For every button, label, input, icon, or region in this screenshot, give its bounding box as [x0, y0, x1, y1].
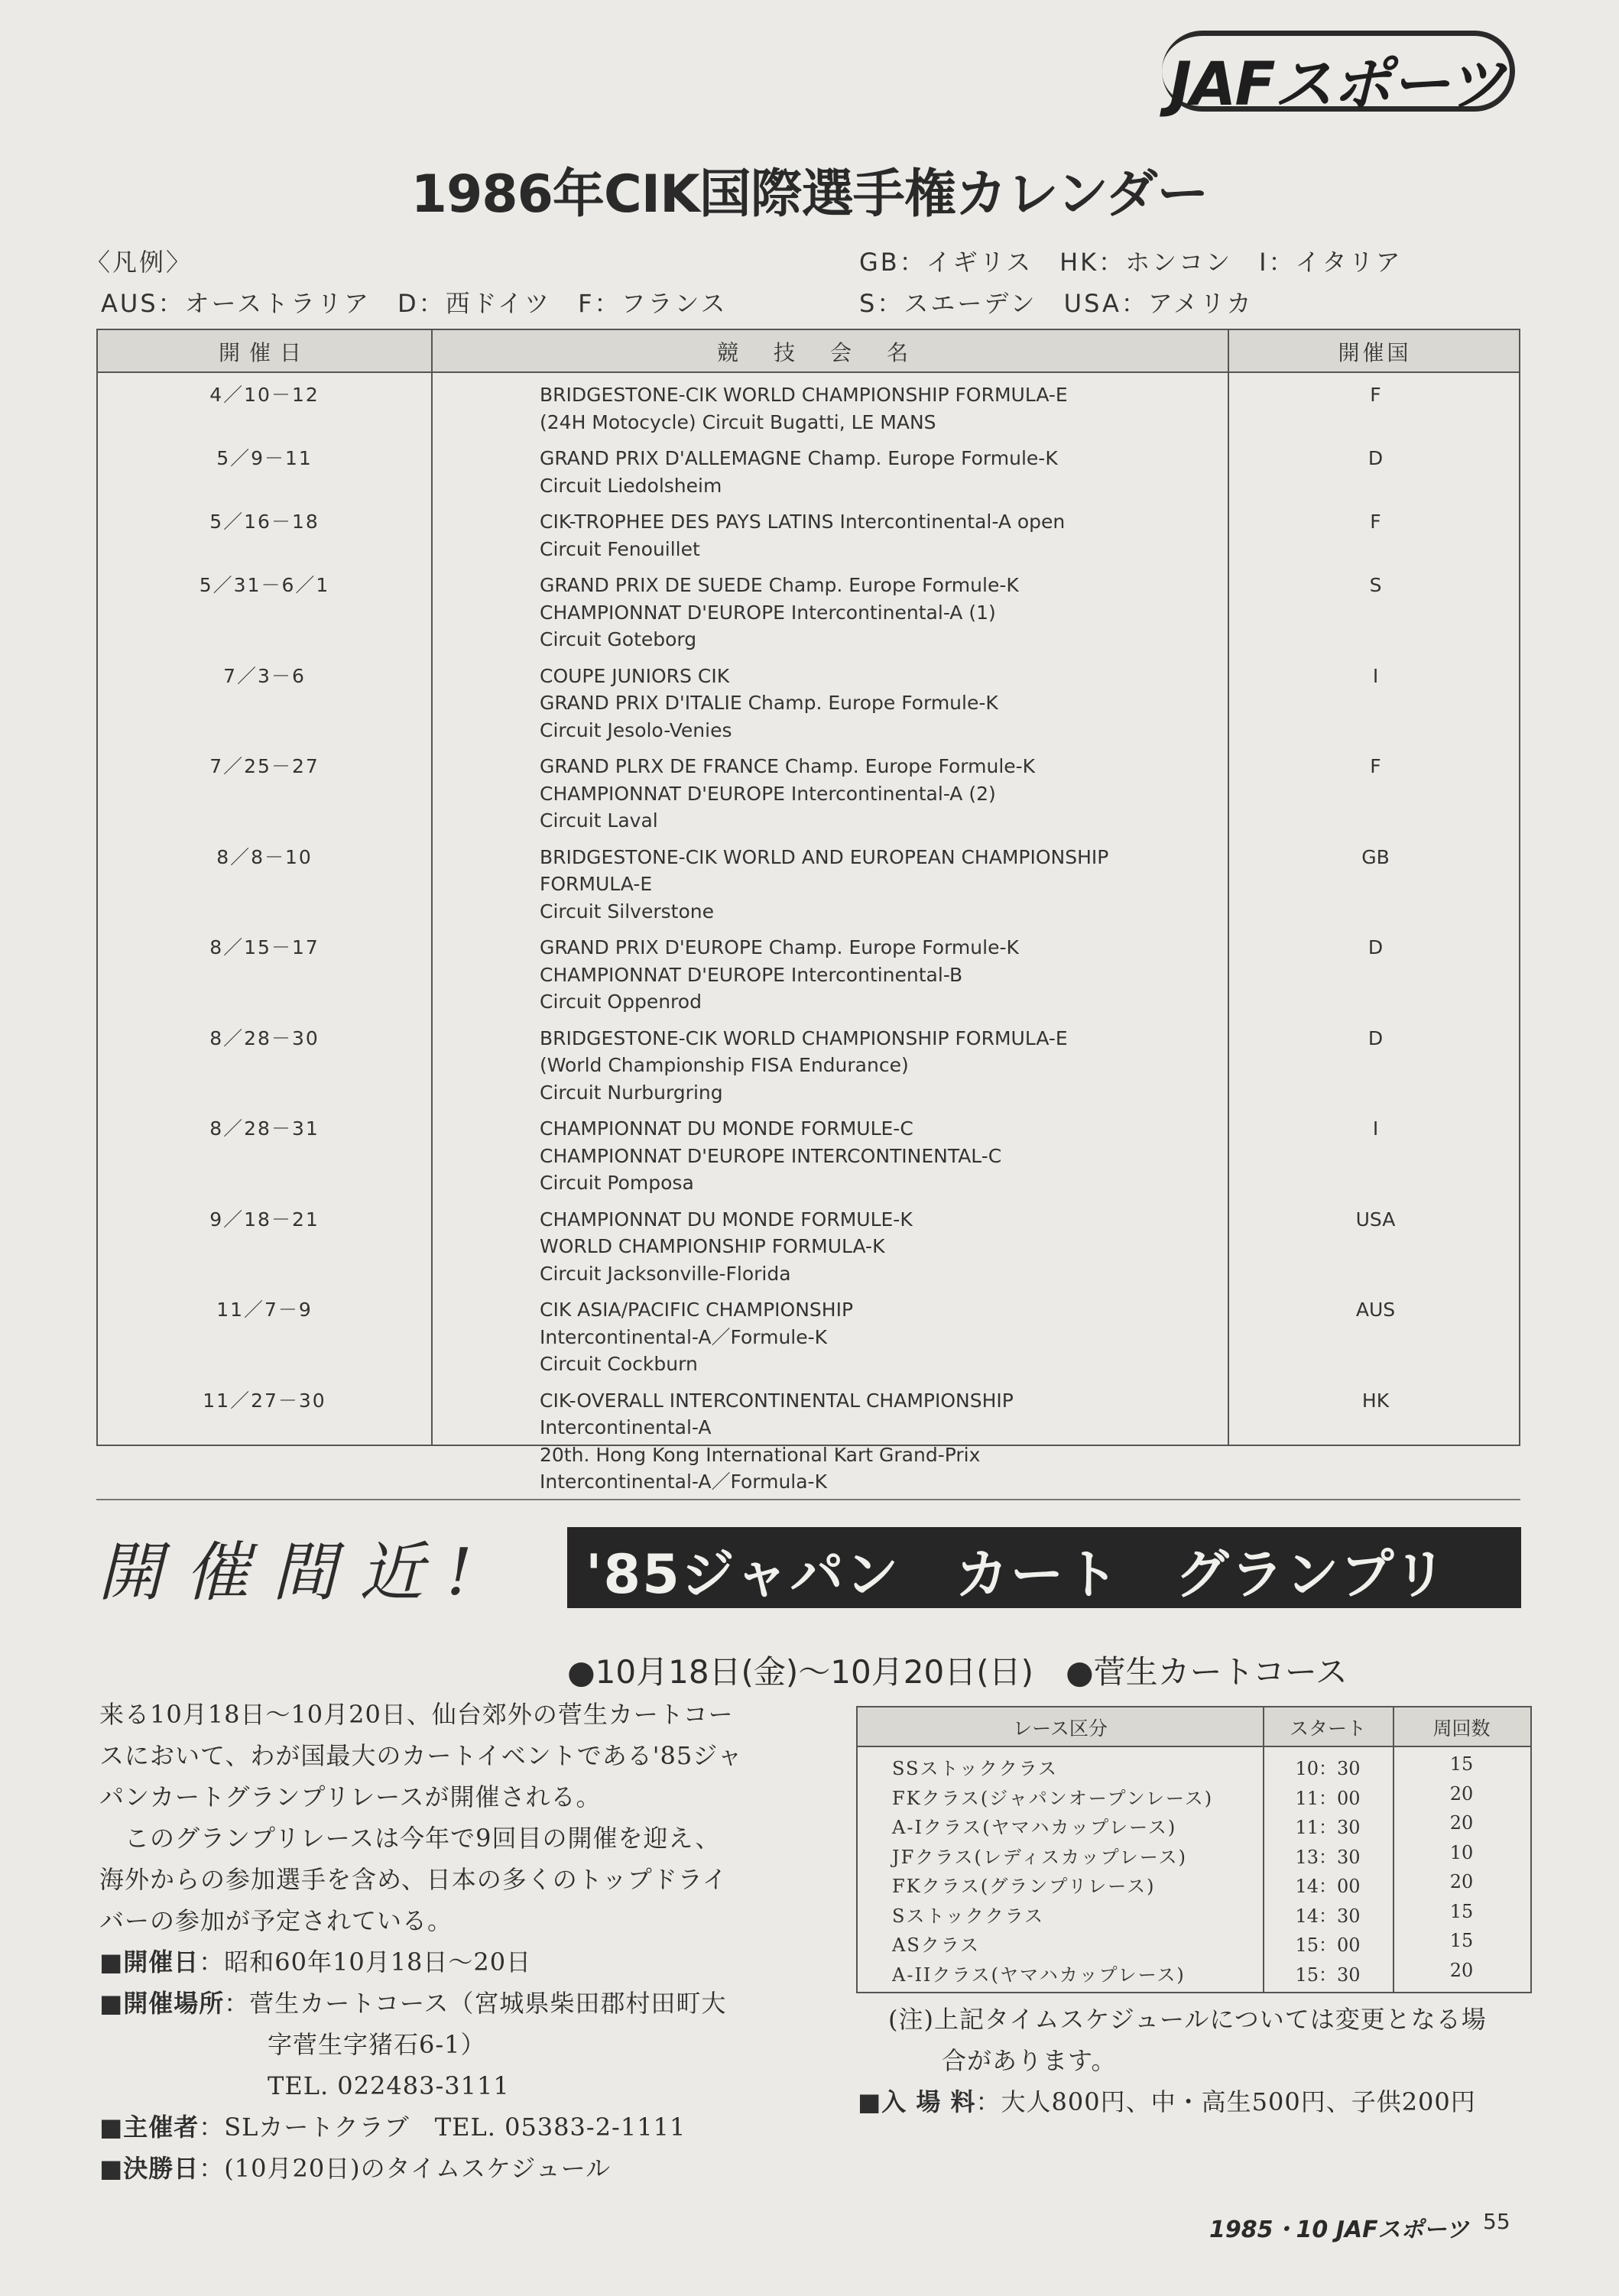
- calendar-date-cell: 11／27－30: [203, 1389, 326, 1412]
- detail-venue: ■開催場所：菅生カートコース（宮城県柴田郡村田町大: [99, 1989, 727, 2018]
- calendar-country-cell: D: [1368, 1026, 1384, 1049]
- schedule-row: [858, 1783, 1530, 1813]
- article-line: バーの参加が予定されている。: [99, 1906, 453, 1935]
- calendar-country-cell: GB: [1361, 845, 1390, 868]
- calendar-table: [96, 329, 1520, 1493]
- calendar-event-cell: GRAND PRIX DE SUEDE Champ. Europe Formule-K CHAMPIONNAT D'EUROPE Intercontinental-A (1) Circuit Goteborg: [540, 574, 1019, 650]
- calendar-header-date: 開催日: [218, 340, 310, 365]
- detail-final-day: ■決勝日：(10月20日)のタイムスケジュール: [99, 2154, 612, 2183]
- calendar-event-cell: BRIDGESTONE-CIK WORLD AND EUROPEAN CHAMPIONSHIP FORMULA-E Circuit Silverstone: [540, 845, 1109, 923]
- schedule-class-cell: SSストッククラス: [892, 1758, 1059, 1779]
- calendar-event-cell: COUPE JUNIORS CIK GRAND PRIX D'ITALIE Champ. Europe Formule-K Circuit Jesolo-Venies: [540, 664, 998, 741]
- calendar-country-cell: D: [1368, 447, 1384, 469]
- detail-date: ■開催日：昭和60年10月18日～20日: [99, 1947, 532, 1977]
- calendar-event-cell: CIK-OVERALL INTERCONTINENTAL CHAMPIONSHIP Intercontinental-A 20th. Hong Kong International Kart Grand-Prix Intercontinental-A／Formula-K: [540, 1389, 1014, 1493]
- schedule-start-cell: 11：00: [1295, 1787, 1361, 1809]
- calendar-event-cell: GRAND PRIX D'EUROPE Champ. Europe Formule-K CHAMPIONNAT D'EUROPE Intercontinental-B Circuit Oppenrod: [540, 936, 1019, 1013]
- legend-heading: 〈凡例〉: [86, 248, 193, 277]
- calendar-country-cell: I: [1372, 1117, 1379, 1140]
- schedule-header-rule: [858, 1746, 1530, 1747]
- schedule-table: [856, 1706, 1532, 1993]
- schedule-laps-cell: 15: [1449, 1930, 1474, 1951]
- schedule-header-start: スタート: [1289, 1717, 1366, 1740]
- footer-issue: 1985・10 JAFスポーツ: [1209, 2217, 1469, 2243]
- calendar-date-cell: 7／25－27: [209, 755, 320, 777]
- calendar-country-cell: F: [1370, 384, 1381, 406]
- page-title: 1986年CIK国際選手権カレンダー: [410, 164, 1209, 225]
- schedule-laps-cell: 20: [1449, 1812, 1474, 1834]
- calendar-date-cell: 7／3－6: [223, 664, 306, 687]
- calendar-event-cell: CHAMPIONNAT DU MONDE FORMULE-K WORLD CHAMPIONSHIP FORMULA-K Circuit Jacksonville-Florida: [540, 1208, 913, 1285]
- calendar-event-cell: CHAMPIONNAT DU MONDE FORMULE-C CHAMPIONNAT D'EUROPE INTERCONTINENTAL-C Circuit Pomposa: [540, 1117, 1002, 1194]
- calendar-country-cell: AUS: [1355, 1299, 1396, 1321]
- calendar-date-cell: 8／8－10: [216, 845, 313, 868]
- calendar-date-cell: 8／28－31: [209, 1117, 320, 1140]
- calendar-date-cell: 9／18－21: [209, 1208, 320, 1231]
- calendar-country-cell: I: [1372, 664, 1379, 687]
- schedule-row: [858, 1753, 1530, 1783]
- schedule-row: [858, 1960, 1530, 1990]
- schedule-class-cell: A-Iクラス(ヤマハカップレース): [892, 1817, 1177, 1838]
- detail-organizer: ■主催者：SLカートクラブ TEL. 05383-2-1111: [99, 2113, 686, 2142]
- calendar-header-country: 開催国: [1338, 340, 1412, 365]
- legend-row2-right: S：スエーデン USA：アメリカ: [859, 289, 1254, 318]
- schedule-laps-cell: 20: [1449, 1959, 1474, 1981]
- calendar-header-rule: [98, 371, 1519, 373]
- schedule-class-cell: Sストッククラス: [892, 1905, 1045, 1927]
- legend-row1-right: GB：イギリス HK：ホンコン I：イタリア: [859, 248, 1403, 277]
- logo-text: JAFスポーツ: [1170, 50, 1504, 119]
- article-line: このグランプリレースは今年で9回目の開催を迎え、: [99, 1824, 721, 1853]
- calendar-date-cell: 8／15－17: [209, 936, 320, 958]
- schedule-row: [858, 1901, 1530, 1931]
- schedule-class-cell: JFクラス(レディスカップレース): [892, 1846, 1187, 1868]
- schedule-header-laps: 周回数: [1432, 1717, 1491, 1740]
- magazine-logo: [1162, 31, 1521, 119]
- schedule-row: [858, 1812, 1530, 1842]
- calendar-country-cell: S: [1369, 574, 1382, 596]
- schedule-class-cell: ASクラス: [892, 1934, 981, 1956]
- calendar-event-cell: BRIDGESTONE-CIK WORLD CHAMPIONSHIP FORMULA-E (24H Motocycle) Circuit Bugatti, LE MANS: [540, 384, 1068, 433]
- schedule-note: (注)上記タイムスケジュールについては変更となる場: [888, 2005, 1487, 2034]
- schedule-row: [858, 1842, 1530, 1872]
- calendar-date-cell: 8／28－30: [209, 1026, 320, 1049]
- calendar-country-cell: F: [1370, 755, 1381, 777]
- article-line: 来る10月18日～10月20日、仙台郊外の菅生カートコー: [99, 1700, 734, 1729]
- page-number: 55: [1483, 2209, 1510, 2234]
- detail-venue-phone: TEL. 022483-3111: [268, 2071, 510, 2100]
- calendar-date-cell: 5／16－18: [209, 511, 320, 533]
- calendar-event-cell: GRAND PLRX DE FRANCE Champ. Europe Formule-K CHAMPIONNAT D'EUROPE Intercontinental-A (2) Circuit Laval: [540, 755, 1036, 832]
- calendar-event-cell: CIK ASIA/PACIFIC CHAMPIONSHIP Intercontinental-A／Formule-K Circuit Cockburn: [540, 1299, 854, 1375]
- admission: ■入 場 料：大人800円、中・高生500円、子供200円: [858, 2087, 1476, 2116]
- schedule-row: [858, 1871, 1530, 1901]
- schedule-class-cell: FKクラス(グランプリレース): [892, 1876, 1156, 1897]
- schedule-class-cell: FKクラス(ジャパンオープンレース): [892, 1787, 1214, 1809]
- calendar-event-cell: CIK-TROPHEE DES PAYS LATINS Intercontinental-A open Circuit Fenouillet: [540, 511, 1066, 560]
- calendar-date-cell: 5／9－11: [216, 447, 313, 469]
- article-line: 海外からの参加選手を含め、日本の多くのトップドライ: [99, 1865, 728, 1894]
- calendar-event-cell: BRIDGESTONE-CIK WORLD CHAMPIONSHIP FORMULA-E (World Championship FISA Endurance) Circuit Nurburgring: [540, 1026, 1068, 1104]
- schedule-start-cell: 13：30: [1295, 1846, 1361, 1868]
- article-line: パンカートグランプリレースが開催される。: [99, 1782, 602, 1811]
- calendar-event-cell: GRAND PRIX D'ALLEMAGNE Champ. Europe Formule-K Circuit Liedolsheim: [540, 447, 1058, 497]
- calendar-date-cell: 5／31－6／1: [199, 574, 330, 596]
- calendar-date-cell: 11／7－9: [216, 1299, 313, 1321]
- detail-venue-address: 字菅生字猪石6-1）: [268, 2030, 486, 2059]
- calendar-date-cell: 4／10－12: [209, 384, 320, 406]
- upcoming-heading: 開催間近!: [98, 1535, 495, 1610]
- event-date-venue: ●10月18日(金)～10月20日(日) ●菅生カートコース: [567, 1653, 1348, 1691]
- schedule-start-cell: 14：00: [1295, 1876, 1361, 1897]
- schedule-class-cell: A-IIクラス(ヤマハカップレース): [892, 1964, 1186, 1986]
- schedule-laps-cell: 10: [1449, 1841, 1474, 1863]
- schedule-laps-cell: 20: [1449, 1871, 1474, 1892]
- schedule-header-class: レース区分: [1013, 1717, 1108, 1740]
- calendar-country-cell: HK: [1361, 1389, 1390, 1412]
- calendar-country-cell: USA: [1355, 1208, 1396, 1231]
- legend-row1-left: AUS：オーストラリア D：西ドイツ F：フランス: [101, 289, 728, 318]
- calendar-country-cell: D: [1368, 936, 1384, 958]
- schedule-start-cell: 14：30: [1295, 1905, 1361, 1927]
- calendar-country-cell: F: [1370, 511, 1381, 533]
- section-divider: [96, 1499, 1520, 1500]
- schedule-row: [858, 1930, 1530, 1960]
- grand-prix-banner-text: '85ジャパン カート グランプリ: [586, 1543, 1449, 1606]
- calendar-header-event: 競技会名: [716, 340, 943, 365]
- schedule-laps-cell: 15: [1449, 1753, 1474, 1775]
- schedule-start-cell: 15：00: [1295, 1934, 1361, 1956]
- grand-prix-banner: [567, 1527, 1521, 1608]
- schedule-start-cell: 15：30: [1295, 1964, 1361, 1986]
- schedule-laps-cell: 15: [1449, 1900, 1474, 1922]
- schedule-start-cell: 11：30: [1295, 1817, 1361, 1838]
- schedule-start-cell: 10：30: [1295, 1758, 1361, 1779]
- article-line: スにおいて、わが国最大のカートイベントである'85ジャ: [99, 1741, 743, 1770]
- schedule-note-cont: 合があります。: [942, 2046, 1117, 2075]
- calendar-col-divider: [431, 330, 433, 1445]
- schedule-laps-cell: 20: [1449, 1782, 1474, 1805]
